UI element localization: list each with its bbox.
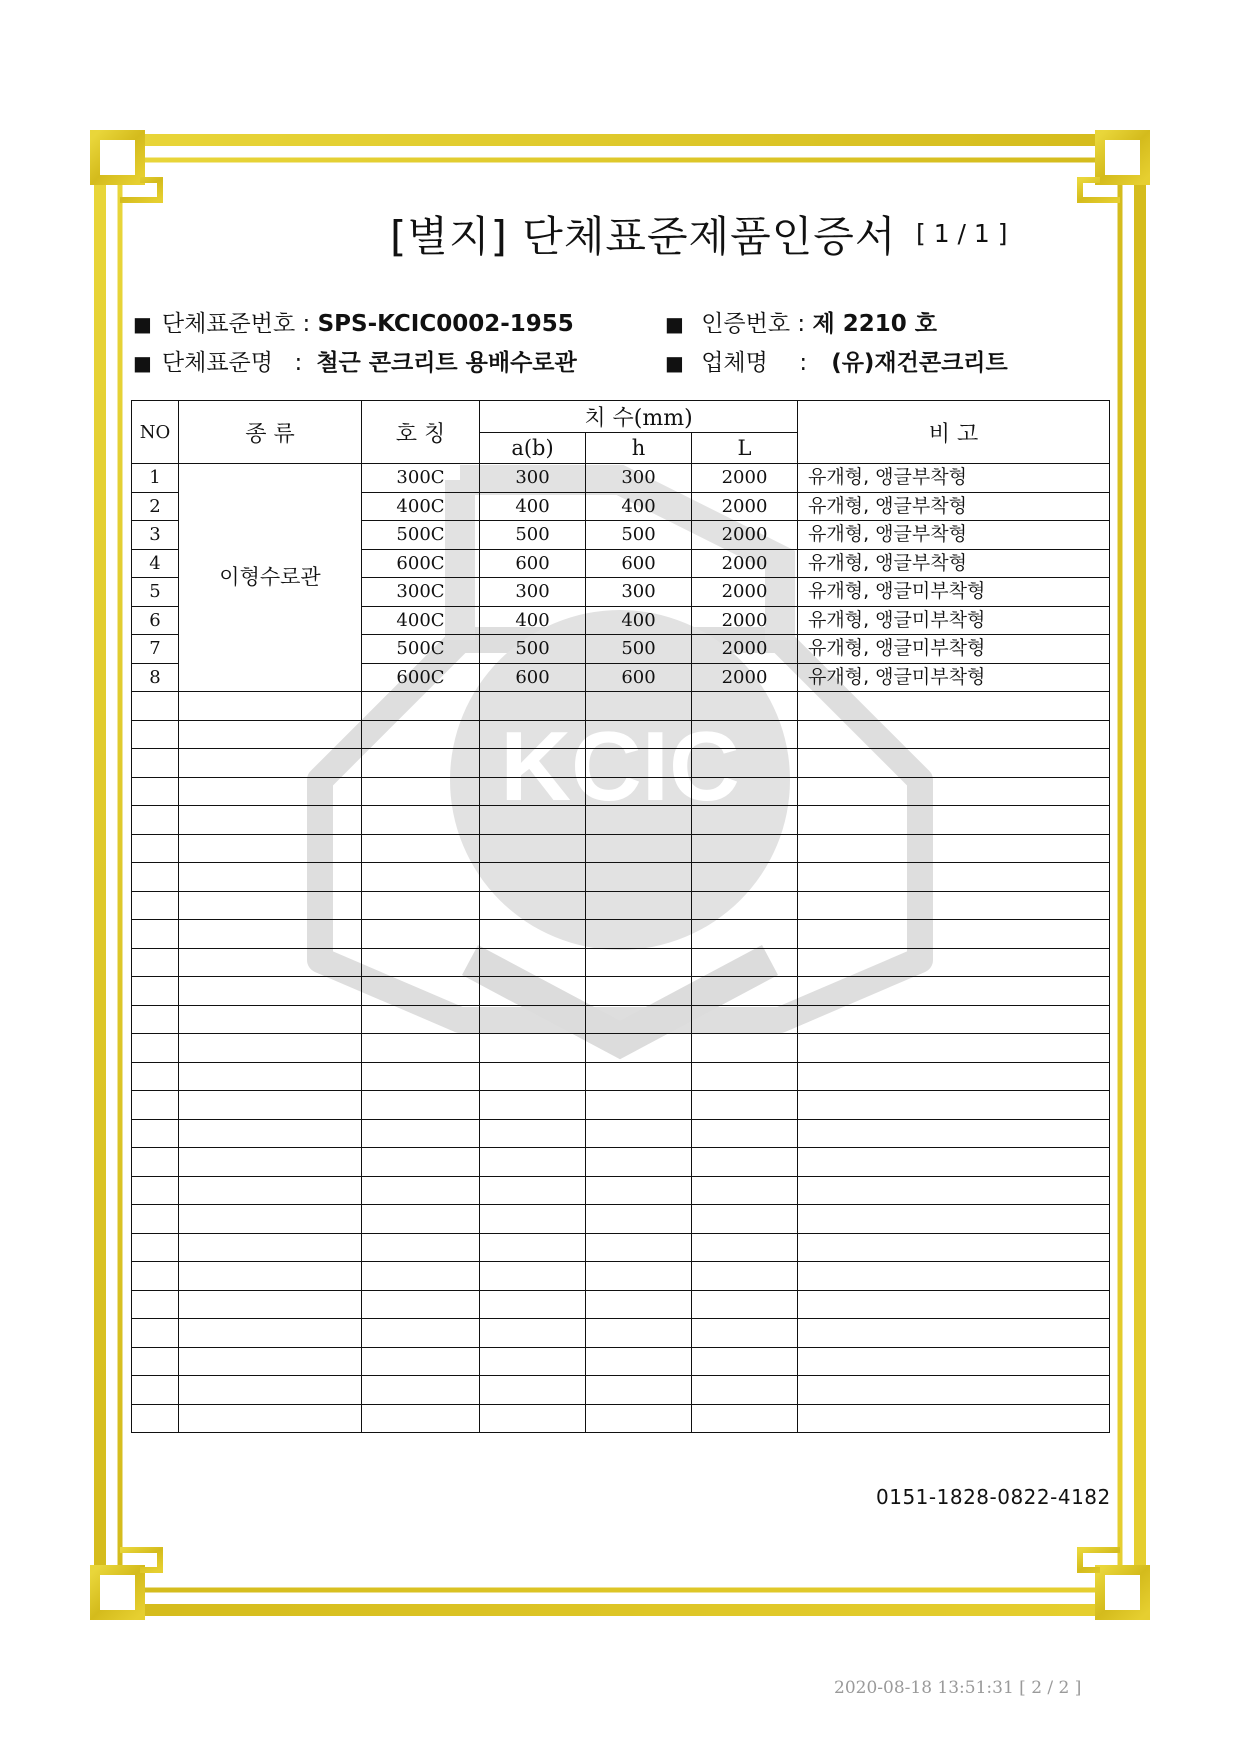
- cell-note: [798, 1347, 1110, 1376]
- cell-type: [179, 1404, 362, 1433]
- cell-no: [132, 1347, 179, 1376]
- cell-h: [586, 1176, 692, 1205]
- cell-a: [480, 1233, 586, 1262]
- cell-note: [798, 692, 1110, 721]
- table-row: [132, 464, 1110, 493]
- table-row: [132, 1119, 1110, 1148]
- table-row: [132, 806, 1110, 835]
- cell-note: 유개형, 앵글미부착형: [798, 663, 1110, 692]
- cell-h: 600: [586, 549, 692, 578]
- table-row: [132, 920, 1110, 949]
- cell-name: [362, 891, 480, 920]
- cell-note: [798, 863, 1110, 892]
- cell-no: [132, 1062, 179, 1091]
- cell-note: [798, 777, 1110, 806]
- cell-name: [362, 1091, 480, 1120]
- standard-name: 철근 콘크리트 용배수로관: [316, 350, 577, 376]
- cell-a: 300: [480, 464, 586, 493]
- cell-a: 500: [480, 635, 586, 664]
- cell-no: [132, 1262, 179, 1291]
- col-header-dimensions: 치 수(mm): [480, 401, 798, 433]
- cell-L: [692, 692, 798, 721]
- cell-note: [798, 1034, 1110, 1063]
- cell-note: 유개형, 앵글미부착형: [798, 635, 1110, 664]
- cell-a: [480, 1119, 586, 1148]
- cell-L: [692, 1262, 798, 1291]
- cell-type: [179, 1347, 362, 1376]
- cell-no: [132, 1119, 179, 1148]
- cell-h: 500: [586, 635, 692, 664]
- cell-a: [480, 1347, 586, 1376]
- cell-h: [586, 1148, 692, 1177]
- cell-h: [586, 1005, 692, 1034]
- cell-no: 2: [132, 492, 179, 521]
- cell-a: [480, 1062, 586, 1091]
- cell-h: [586, 1290, 692, 1319]
- cell-type: 이형수로관: [179, 464, 362, 692]
- cell-type: [179, 1376, 362, 1405]
- cell-note: [798, 1119, 1110, 1148]
- cell-note: 유개형, 앵글미부착형: [798, 606, 1110, 635]
- cell-a: 400: [480, 492, 586, 521]
- cell-a: [480, 1148, 586, 1177]
- cell-L: [692, 1290, 798, 1319]
- standard-name-row: [133, 344, 577, 377]
- cell-a: [480, 891, 586, 920]
- cell-type: [179, 1119, 362, 1148]
- cell-L: 2000: [692, 635, 798, 664]
- cell-note: [798, 891, 1110, 920]
- cell-L: 2000: [692, 578, 798, 607]
- table-row: [132, 1319, 1110, 1348]
- cell-L: 2000: [692, 521, 798, 550]
- cell-type: [179, 977, 362, 1006]
- cell-note: 유개형, 앵글미부착형: [798, 578, 1110, 607]
- cell-h: [586, 1262, 692, 1291]
- cell-h: [586, 863, 692, 892]
- cell-h: [586, 1319, 692, 1348]
- table-row: [132, 1091, 1110, 1120]
- page-indicator: [ 1 / 1 ]: [916, 219, 1008, 248]
- cell-a: [480, 1205, 586, 1234]
- cell-h: 600: [586, 663, 692, 692]
- cell-a: [480, 977, 586, 1006]
- cell-no: 3: [132, 521, 179, 550]
- cell-a: [480, 749, 586, 778]
- cell-L: 2000: [692, 663, 798, 692]
- cell-no: 4: [132, 549, 179, 578]
- cell-name: [362, 1319, 480, 1348]
- cell-a: 500: [480, 521, 586, 550]
- square-bullet-icon: ■: [133, 351, 152, 375]
- cell-name: [362, 977, 480, 1006]
- cell-h: [586, 1347, 692, 1376]
- standard-number-row: [133, 305, 574, 338]
- cell-L: [692, 720, 798, 749]
- cell-L: [692, 1347, 798, 1376]
- product-table: [131, 400, 1110, 1433]
- cell-name: [362, 1205, 480, 1234]
- page-title: [별지] 단체표준제품인증서: [390, 212, 897, 261]
- cell-h: [586, 891, 692, 920]
- cell-L: 2000: [692, 492, 798, 521]
- cell-a: [480, 863, 586, 892]
- cell-L: [692, 1062, 798, 1091]
- cert-number-label: 인증번호 :: [701, 311, 806, 337]
- cert-number: 제 2210 호: [812, 311, 937, 337]
- cell-name: [362, 1034, 480, 1063]
- cell-a: [480, 1005, 586, 1034]
- cell-type: [179, 806, 362, 835]
- cell-type: [179, 1148, 362, 1177]
- cell-name: [362, 1176, 480, 1205]
- cell-type: [179, 920, 362, 949]
- col-header-name: 호 칭: [362, 401, 480, 464]
- cell-a: [480, 834, 586, 863]
- cell-L: [692, 1205, 798, 1234]
- table-row: [132, 1290, 1110, 1319]
- cell-no: [132, 1034, 179, 1063]
- cell-name: [362, 806, 480, 835]
- cell-name: [362, 1290, 480, 1319]
- cell-L: [692, 777, 798, 806]
- cell-name: [362, 720, 480, 749]
- cell-no: [132, 1148, 179, 1177]
- cell-h: [586, 749, 692, 778]
- cell-no: [132, 720, 179, 749]
- company-row: [665, 344, 1008, 377]
- cell-no: [132, 1205, 179, 1234]
- cell-note: [798, 1091, 1110, 1120]
- cell-type: [179, 1176, 362, 1205]
- cell-name: 500C: [362, 521, 480, 550]
- cell-type: [179, 1319, 362, 1348]
- col-header-L: L: [692, 433, 798, 464]
- cell-L: [692, 749, 798, 778]
- cell-name: [362, 834, 480, 863]
- cell-L: [692, 948, 798, 977]
- cell-L: [692, 1005, 798, 1034]
- cell-a: [480, 1319, 586, 1348]
- cell-name: [362, 777, 480, 806]
- cell-a: [480, 720, 586, 749]
- cell-note: [798, 834, 1110, 863]
- cell-a: 400: [480, 606, 586, 635]
- cell-name: [362, 948, 480, 977]
- cell-L: [692, 1119, 798, 1148]
- square-bullet-icon: ■: [665, 351, 684, 375]
- cell-h: [586, 1062, 692, 1091]
- cell-note: [798, 1376, 1110, 1405]
- cell-note: [798, 806, 1110, 835]
- cell-no: [132, 1091, 179, 1120]
- cell-L: [692, 1148, 798, 1177]
- cell-no: [132, 920, 179, 949]
- cell-a: [480, 1290, 586, 1319]
- col-header-a: a(b): [480, 433, 586, 464]
- table-row: [132, 1262, 1110, 1291]
- cell-no: [132, 1376, 179, 1405]
- cell-name: [362, 1262, 480, 1291]
- cell-type: [179, 777, 362, 806]
- cell-no: [132, 692, 179, 721]
- cell-note: 유개형, 앵글부착형: [798, 464, 1110, 493]
- cell-h: [586, 834, 692, 863]
- cell-no: [132, 1319, 179, 1348]
- cell-type: [179, 749, 362, 778]
- cell-note: [798, 749, 1110, 778]
- cell-h: [586, 720, 692, 749]
- cell-L: [692, 1176, 798, 1205]
- cell-name: 300C: [362, 464, 480, 493]
- cell-L: [692, 977, 798, 1006]
- cell-L: [692, 1091, 798, 1120]
- cell-L: 2000: [692, 549, 798, 578]
- cell-L: [692, 1034, 798, 1063]
- cell-name: 600C: [362, 663, 480, 692]
- col-header-h: h: [586, 433, 692, 464]
- cell-h: [586, 692, 692, 721]
- cell-note: [798, 1319, 1110, 1348]
- cell-L: [692, 863, 798, 892]
- cell-L: [692, 891, 798, 920]
- cell-a: [480, 806, 586, 835]
- cell-note: [798, 1404, 1110, 1433]
- cell-a: [480, 1262, 586, 1291]
- cell-no: [132, 1404, 179, 1433]
- cell-a: [480, 777, 586, 806]
- cell-a: [480, 692, 586, 721]
- standard-number: SPS-KCIC0002-1955: [317, 311, 574, 337]
- cell-type: [179, 1091, 362, 1120]
- cell-type: [179, 834, 362, 863]
- cell-note: [798, 977, 1110, 1006]
- cell-no: [132, 863, 179, 892]
- cell-note: [798, 1148, 1110, 1177]
- cell-h: [586, 977, 692, 1006]
- cell-name: [362, 1005, 480, 1034]
- cell-h: [586, 777, 692, 806]
- cell-name: [362, 1347, 480, 1376]
- cell-type: [179, 1233, 362, 1262]
- table-row: [132, 1062, 1110, 1091]
- cell-note: [798, 920, 1110, 949]
- certificate-code: 0151-1828-0822-4182: [876, 1485, 1111, 1509]
- cell-name: 500C: [362, 635, 480, 664]
- cell-type: [179, 948, 362, 977]
- company-label: 업체명: [701, 350, 768, 376]
- cell-type: [179, 891, 362, 920]
- cell-type: [179, 692, 362, 721]
- table-row: [132, 1176, 1110, 1205]
- cell-h: [586, 1233, 692, 1262]
- cell-a: [480, 948, 586, 977]
- cell-L: [692, 1233, 798, 1262]
- table-row: [132, 1205, 1110, 1234]
- cell-name: 600C: [362, 549, 480, 578]
- cell-a: 600: [480, 663, 586, 692]
- cell-h: [586, 1034, 692, 1063]
- cell-name: 300C: [362, 578, 480, 607]
- col-header-note: 비 고: [798, 401, 1110, 464]
- table-row: [132, 1148, 1110, 1177]
- cell-a: [480, 1091, 586, 1120]
- table-row: [132, 1233, 1110, 1262]
- cell-note: [798, 1062, 1110, 1091]
- cell-no: [132, 948, 179, 977]
- cell-type: [179, 720, 362, 749]
- cell-no: [132, 834, 179, 863]
- watermark-text: KCIC: [500, 711, 740, 821]
- table-row: [132, 720, 1110, 749]
- table-row: [132, 1347, 1110, 1376]
- cell-note: [798, 948, 1110, 977]
- cell-L: [692, 1319, 798, 1348]
- cell-h: 300: [586, 464, 692, 493]
- cell-L: 2000: [692, 464, 798, 493]
- cell-note: [798, 1233, 1110, 1262]
- cell-name: [362, 1376, 480, 1405]
- cell-a: [480, 920, 586, 949]
- cell-L: [692, 834, 798, 863]
- cell-a: 600: [480, 549, 586, 578]
- cell-h: [586, 920, 692, 949]
- cell-name: [362, 1148, 480, 1177]
- table-row: [132, 948, 1110, 977]
- col-header-type: 종 류: [179, 401, 362, 464]
- table-row: [132, 1404, 1110, 1433]
- cell-L: [692, 1376, 798, 1405]
- table-row: [132, 692, 1110, 721]
- company-name: (유)재건콘크리트: [831, 350, 1008, 376]
- cell-no: [132, 891, 179, 920]
- cell-no: [132, 1290, 179, 1319]
- cell-name: [362, 692, 480, 721]
- table-row: [132, 977, 1110, 1006]
- cell-name: [362, 1404, 480, 1433]
- cell-type: [179, 1034, 362, 1063]
- cell-a: [480, 1034, 586, 1063]
- cell-no: 1: [132, 464, 179, 493]
- square-bullet-icon: ■: [133, 312, 152, 336]
- cell-name: 400C: [362, 492, 480, 521]
- cell-name: [362, 1062, 480, 1091]
- cell-name: [362, 920, 480, 949]
- cell-type: [179, 1062, 362, 1091]
- cell-h: 400: [586, 492, 692, 521]
- table-row: [132, 1376, 1110, 1405]
- cell-note: [798, 1290, 1110, 1319]
- cell-name: [362, 863, 480, 892]
- table-row: [132, 891, 1110, 920]
- table-row: [132, 749, 1110, 778]
- cell-note: 유개형, 앵글부착형: [798, 521, 1110, 550]
- cell-no: [132, 806, 179, 835]
- cell-name: [362, 1119, 480, 1148]
- cell-L: [692, 920, 798, 949]
- print-timestamp: 2020-08-18 13:51:31 [ 2 / 2 ]: [834, 1678, 1082, 1698]
- cell-h: [586, 1091, 692, 1120]
- cell-no: [132, 1005, 179, 1034]
- cell-name: [362, 749, 480, 778]
- cell-note: [798, 1005, 1110, 1034]
- table-row: [132, 777, 1110, 806]
- cell-L: [692, 1404, 798, 1433]
- cell-note: [798, 1176, 1110, 1205]
- cell-h: 400: [586, 606, 692, 635]
- table-row: [132, 1005, 1110, 1034]
- cell-note: [798, 1262, 1110, 1291]
- cell-h: [586, 1404, 692, 1433]
- cell-name: 400C: [362, 606, 480, 635]
- cell-L: 2000: [692, 606, 798, 635]
- cell-a: [480, 1376, 586, 1405]
- cell-no: 5: [132, 578, 179, 607]
- cell-type: [179, 1205, 362, 1234]
- cell-a: [480, 1404, 586, 1433]
- cell-a: 300: [480, 578, 586, 607]
- cell-type: [179, 1005, 362, 1034]
- standard-name-separator: :: [294, 350, 303, 376]
- cell-note: 유개형, 앵글부착형: [798, 492, 1110, 521]
- cert-number-row: [665, 305, 937, 338]
- cell-h: 500: [586, 521, 692, 550]
- col-header-no: NO: [132, 401, 179, 464]
- cell-h: [586, 1119, 692, 1148]
- cell-note: [798, 720, 1110, 749]
- cell-h: [586, 806, 692, 835]
- cell-a: [480, 1176, 586, 1205]
- table-row: [132, 834, 1110, 863]
- standard-name-label: 단체표준명: [161, 350, 273, 376]
- table-row: [132, 863, 1110, 892]
- cell-no: [132, 777, 179, 806]
- cell-type: [179, 863, 362, 892]
- cell-note: 유개형, 앵글부착형: [798, 549, 1110, 578]
- cell-L: [692, 806, 798, 835]
- cell-h: [586, 948, 692, 977]
- cell-no: [132, 977, 179, 1006]
- cell-no: [132, 749, 179, 778]
- cell-no: [132, 1176, 179, 1205]
- cell-type: [179, 1290, 362, 1319]
- cell-h: [586, 1205, 692, 1234]
- cell-name: [362, 1233, 480, 1262]
- cell-no: 8: [132, 663, 179, 692]
- cell-note: [798, 1205, 1110, 1234]
- square-bullet-icon: ■: [665, 312, 684, 336]
- cell-h: [586, 1376, 692, 1405]
- cell-no: 6: [132, 606, 179, 635]
- standard-number-label: 단체표준번호 :: [161, 311, 311, 337]
- company-separator: :: [799, 350, 808, 376]
- cell-h: 300: [586, 578, 692, 607]
- table-row: [132, 1034, 1110, 1063]
- cell-no: 7: [132, 635, 179, 664]
- cell-no: [132, 1233, 179, 1262]
- cell-type: [179, 1262, 362, 1291]
